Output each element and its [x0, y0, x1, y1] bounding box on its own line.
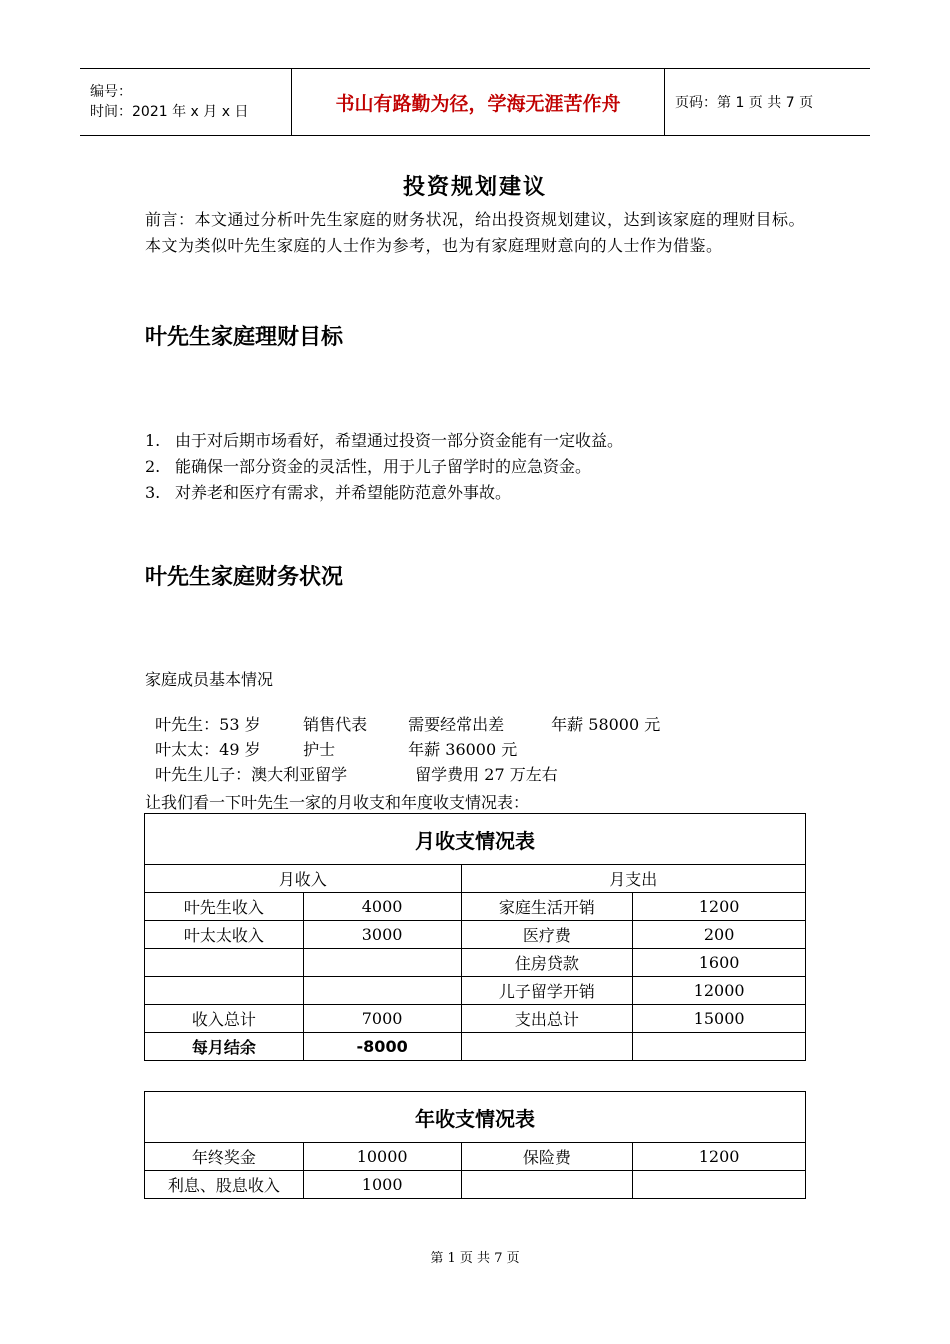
balance-label: 每月结余 [145, 1033, 304, 1061]
member-name: 叶太太：49 岁 [155, 740, 261, 759]
table-row [145, 977, 806, 1005]
expense-header: 月支出 [461, 865, 805, 893]
table-cell: 叶先生收入 [145, 893, 304, 921]
table-cell: 住房贷款 [461, 949, 633, 977]
table-cell [461, 1033, 633, 1061]
table-cell [145, 949, 304, 977]
table-row [145, 921, 806, 949]
table-cell: 1200 [633, 893, 806, 921]
annual-table [144, 1091, 806, 1199]
goal-number: 3. [145, 483, 161, 502]
header-page-info: 页码：第 1 页 共 7 页 [665, 69, 871, 136]
balance-row [145, 1033, 806, 1061]
goal-text: 由于对后期市场看好，希望通过投资一部分资金能有一定收益。 [175, 431, 624, 450]
goal-number: 2. [145, 457, 161, 476]
section-heading-goals: 叶先生家庭理财目标 [145, 325, 344, 350]
intro-text-2: 。本文为类似叶先生家庭的人士作为参考，也为有家庭理财意向的人士作为借鉴。 [145, 210, 806, 255]
table-cell: 1200 [633, 1143, 806, 1171]
table-cell: 7000 [303, 1005, 461, 1033]
annual-table-caption: 年收支情况表 [145, 1092, 806, 1143]
table-cell: 利息、股息收入 [145, 1171, 304, 1199]
document-title: 投资规划建议 [402, 175, 547, 200]
table-cell: 家庭生活开销 [461, 893, 633, 921]
section-heading-finance: 叶先生家庭财务状况 [145, 565, 344, 590]
table-cell: 3000 [303, 921, 461, 949]
header-meta [80, 69, 292, 136]
intro-paragraph [145, 207, 810, 259]
member-salary: 年薪 58000 元 [551, 715, 661, 734]
goal-text: 能确保一部分资金的灵活性，用于儿子留学时的应急资金。 [175, 457, 592, 476]
member-role: 护士 [303, 740, 336, 759]
member-role: 销售代表 [303, 715, 368, 734]
income-header: 月收入 [145, 865, 462, 893]
table-row [145, 1171, 806, 1199]
balance-value: -8000 [303, 1033, 461, 1061]
table-cell: 叶太太收入 [145, 921, 304, 949]
goal-item [145, 454, 825, 480]
intro-text-1: 前言：本文通过分析叶先生家庭的财务状况，给出投资规划建议，达到该家庭的 [145, 210, 723, 229]
table-row [145, 949, 806, 977]
member-note: 年薪 36000 元 [408, 740, 518, 759]
member-row [145, 739, 558, 787]
table-cell: 支出总计 [461, 1005, 633, 1033]
table-row [145, 893, 806, 921]
table-cell: 收入总计 [145, 1005, 304, 1033]
table-cell [633, 1033, 806, 1061]
table-cell [303, 977, 461, 1005]
table-cell [461, 1171, 633, 1199]
member-note: 需要经常出差 [408, 715, 505, 734]
table-cell: 医疗费 [461, 921, 633, 949]
goal-item [145, 428, 825, 454]
goal-item [145, 480, 825, 506]
table-cell: 儿子留学开销 [461, 977, 633, 1005]
table-cell: 保险费 [461, 1143, 633, 1171]
table-cell: 1600 [633, 949, 806, 977]
goal-text: 对养老和医疗有需求，并希望能防范意外事故。 [175, 483, 512, 502]
monthly-table [144, 813, 806, 1061]
goal-number: 1. [145, 431, 161, 450]
goals-list [145, 428, 825, 506]
member-name: 叶先生儿子：澳大利亚留学 [155, 765, 348, 784]
intro-bold: 理财目标 [722, 210, 789, 229]
page-header [80, 68, 870, 136]
table-cell: 200 [633, 921, 806, 949]
tables-lead-text: 让我们看一下叶先生一家的月收支和年度收支情况表： [145, 793, 530, 812]
table-cell [303, 949, 461, 977]
time-label: 时间：2021 年 x 月 x 日 [90, 104, 249, 120]
member-role: 留学费用 27 万左右 [415, 765, 558, 784]
member-name: 叶先生：53 岁 [155, 715, 261, 734]
table-cell: 15000 [633, 1005, 806, 1033]
monthly-table-caption: 月收支情况表 [145, 814, 806, 865]
table-cell [145, 977, 304, 1005]
page-footer: 第 1 页 共 7 页 [430, 1251, 520, 1266]
table-cell [633, 1171, 806, 1199]
number-label: 编号： [90, 84, 132, 100]
table-cell: 1000 [303, 1171, 461, 1199]
members-subheading: 家庭成员基本情况 [145, 670, 274, 689]
table-cell: 10000 [303, 1143, 461, 1171]
table-cell: 年终奖金 [145, 1143, 304, 1171]
table-cell: 4000 [303, 893, 461, 921]
table-cell: 12000 [633, 977, 806, 1005]
table-row [145, 1005, 806, 1033]
header-motto: 书山有路勤为径，学海无涯苦作舟 [292, 69, 665, 136]
table-row [145, 1143, 806, 1171]
